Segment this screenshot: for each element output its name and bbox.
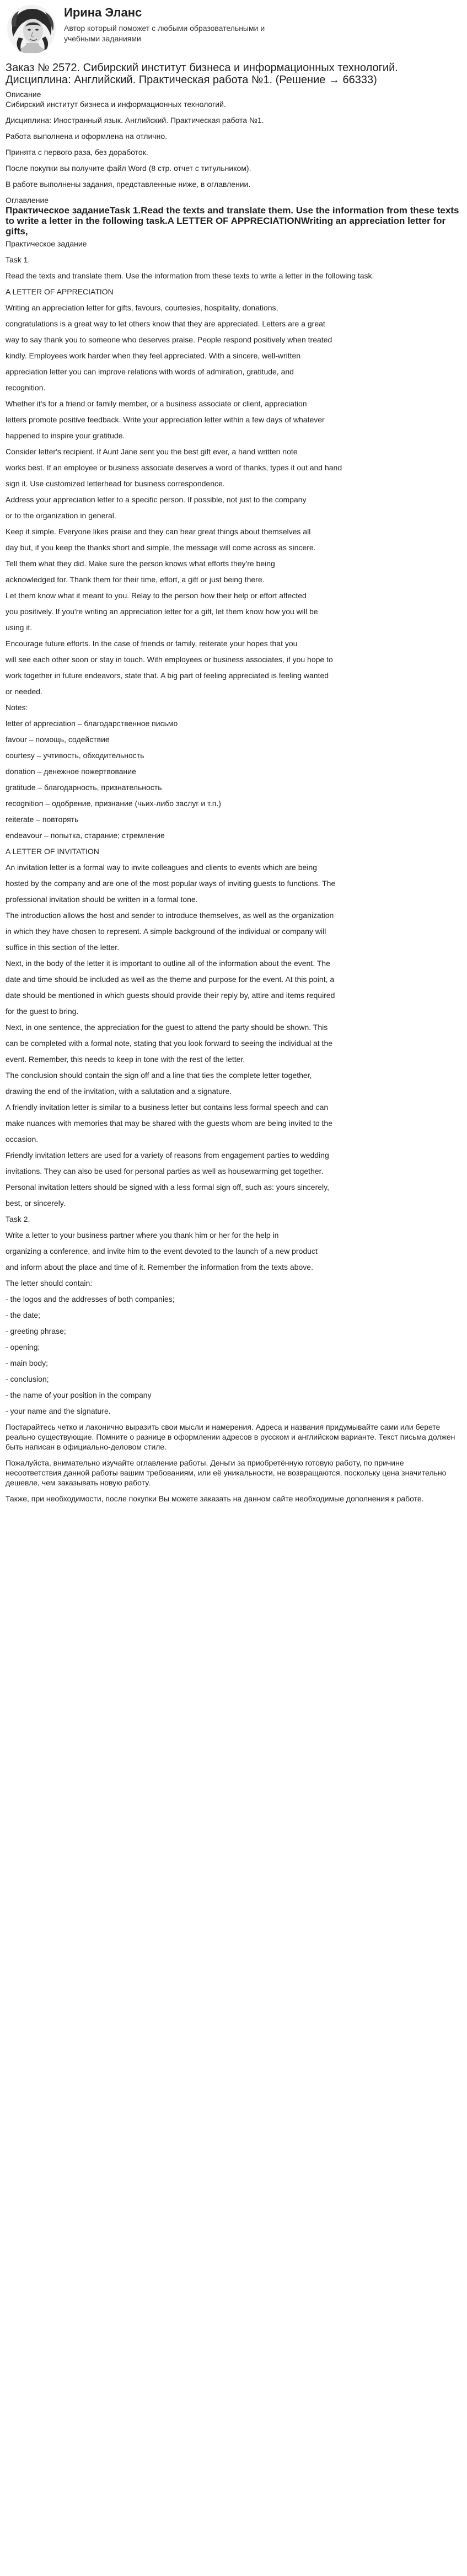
description-heading: Описание bbox=[6, 90, 41, 99]
content-line: donation – денежное пожертвование bbox=[6, 767, 136, 776]
content-line: date should be mentioned in which guests should provide their reply by, attire and items required bbox=[6, 991, 335, 1000]
author-info bbox=[64, 4, 273, 44]
content-line: - conclusion; bbox=[6, 1375, 49, 1383]
author-avatar[interactable] bbox=[7, 4, 56, 54]
content-line: favour – помощь, содействие bbox=[6, 735, 110, 744]
content-line: occasion. bbox=[6, 1135, 39, 1144]
content-line: letter of appreciation – благодарственное письмо bbox=[6, 719, 178, 728]
content-line: An invitation letter is a formal way to invite colleagues and clients to events which are being bbox=[6, 863, 317, 872]
content-line: Writing an appreciation letter for gifts, favours, courtesies, hospitality, donations, bbox=[6, 303, 278, 312]
content-line: The introduction allows the host and sender to introduce themselves, as well as the organization bbox=[6, 911, 334, 920]
content-line: invitations. They can also be used for personal parties as well as housewarming get together. bbox=[6, 1167, 324, 1176]
content-line: using it. bbox=[6, 623, 33, 632]
content-line: gratitude – благодарность, признательность bbox=[6, 783, 162, 792]
content-line: Address your appreciation letter to a specific person. If possible, not just to the company bbox=[6, 495, 307, 504]
content-line: Friendly invitation letters are used for a variety of reasons from engagement parties to wedding bbox=[6, 1151, 329, 1160]
content-line: day but, if you keep the thanks short and simple, the message will come across as sincere. bbox=[6, 543, 316, 552]
content-line: hosted by the company and are one of the most popular ways of inviting guests to functions. The bbox=[6, 879, 336, 888]
content-line: Task 1. bbox=[6, 255, 30, 264]
avatar-drawing bbox=[7, 4, 56, 54]
content-line: letters promote positive feedback. Write your appreciation letter within a few days of whatever bbox=[6, 415, 325, 424]
content-line: The conclusion should contain the sign off and a line that ties the complete letter together, bbox=[6, 1071, 312, 1080]
content-line: Task 2. bbox=[6, 1215, 30, 1223]
footer-notes bbox=[6, 1422, 461, 1504]
description-section bbox=[6, 99, 461, 189]
content-line: congratulations is a great way to let others know that they are appreciated. Letters are a great bbox=[6, 319, 325, 328]
description-line: Сибирский институт бизнеса и информационных технологий. bbox=[6, 100, 226, 109]
content-line: Write a letter to your business partner where you thank him or her for the help in bbox=[6, 1231, 279, 1239]
author-card bbox=[6, 4, 461, 54]
content-line: Next, in the body of the letter it is important to outline all of the information about the event. The bbox=[6, 959, 330, 968]
content-line: acknowledged for. Thank them for their time, effort, a gift or just being there. bbox=[6, 575, 265, 584]
footer-line: Пожалуйста, внимательно изучайте оглавление работы. Деньги за приобретённую готовую работу, по причине несоответствия данной работы вашим требованиям, или её уникальности, не возвращаются, поскольку цена значительно дешевле, чем заказывать новую работу. bbox=[6, 1458, 447, 1487]
work-content bbox=[6, 239, 461, 1416]
content-line: way to say thank you to someone who deserves praise. People respond positively when treated bbox=[6, 335, 332, 344]
content-line: - greeting phrase; bbox=[6, 1327, 66, 1335]
description-line: Дисциплина: Иностранный язык. Английский. Практическая работа №1. bbox=[6, 116, 264, 125]
content-line: best, or sincerely. bbox=[6, 1199, 66, 1208]
content-line: - opening; bbox=[6, 1343, 40, 1351]
content-line: works best. If an employee or business associate deserves a word of thanks, types it out and hand bbox=[6, 463, 342, 472]
content-line: or to the organization in general. bbox=[6, 511, 116, 520]
description-line: После покупки вы получите файл Word (8 стр. отчет с титульником). bbox=[6, 164, 251, 173]
content-line: make nuances with memories that may be shared with the guests whom are being invited to the bbox=[6, 1119, 332, 1128]
order-title: Заказ № 2572. Сибирский институт бизнеса и информационных технологий. Дисциплина: Английский. Практическая работа №1. (Решение → 66333) bbox=[6, 62, 398, 86]
content-line: Практическое задание bbox=[6, 239, 87, 248]
content-line: Consider letter's recipient. If Aunt Jane sent you the best gift ever, a hand written note bbox=[6, 447, 298, 456]
content-line: kindly. Employees work harder when they feel appreciated. With a sincere, well-written bbox=[6, 351, 301, 360]
description-line: Работа выполнена и оформлена на отлично. bbox=[6, 132, 167, 141]
content-line: in which they have chosen to represent. A simple background of the individual or company will bbox=[6, 927, 326, 936]
description-line: Принята с первого раза, без доработок. bbox=[6, 148, 148, 157]
content-line: - the name of your position in the company bbox=[6, 1391, 152, 1399]
content-line: reiterate – повторять bbox=[6, 815, 79, 824]
content-line: Personal invitation letters should be signed with a less formal sign off, such as: yours sincerely, bbox=[6, 1183, 329, 1192]
toc-heading: Оглавление bbox=[6, 196, 49, 205]
content-line: - the logos and the addresses of both companies; bbox=[6, 1295, 175, 1303]
content-line: organizing a conference, and invite him to the event devoted to the launch of a new product bbox=[6, 1247, 318, 1255]
description-line: В работе выполнены задания, представленные ниже, в оглавлении. bbox=[6, 180, 251, 189]
content-line: Encourage future efforts. In the case of friends or family, reiterate your hopes that you bbox=[6, 639, 298, 648]
content-line: can be completed with a formal note, stating that you look forward to seeing the individual at the bbox=[6, 1039, 333, 1048]
content-line: The letter should contain: bbox=[6, 1279, 93, 1287]
content-line: - your name and the signature. bbox=[6, 1407, 111, 1415]
content-line: Tell them what they did. Make sure the person knows what efforts they're being bbox=[6, 559, 275, 568]
content-line: courtesy – учтивость, обходительность bbox=[6, 751, 144, 760]
content-line: professional invitation should be written in a formal tone. bbox=[6, 895, 198, 904]
content-line: A friendly invitation letter is similar to a business letter but contains less formal speech and can bbox=[6, 1103, 329, 1112]
content-line: suffice in this section of the letter. bbox=[6, 943, 119, 952]
content-line: Keep it simple. Everyone likes praise and they can hear great things about themselves all bbox=[6, 527, 311, 536]
content-line: recognition – одобрение, признание (чьих-либо заслуг и т.п.) bbox=[6, 799, 221, 808]
content-line: happened to inspire your gratitude. bbox=[6, 431, 125, 440]
content-line: or needed. bbox=[6, 687, 42, 696]
content-line: recognition. bbox=[6, 383, 46, 392]
content-line: drawing the end of the invitation, with a salutation and a signature. bbox=[6, 1087, 232, 1096]
content-line: Whether it's for a friend or family member, or a business associate or client, appreciation bbox=[6, 399, 307, 408]
content-line: for the guest to bring. bbox=[6, 1007, 79, 1016]
author-description: Автор который поможет с любыми образовательными и учебными заданиями bbox=[64, 24, 265, 43]
content-line: - the date; bbox=[6, 1311, 41, 1319]
content-line: A LETTER OF APPRECIATION bbox=[6, 287, 114, 296]
content-line: will see each other soon or stay in touch. With employees or business associates, if you hope to bbox=[6, 655, 333, 664]
content-line: you positively. If you're writing an appreciation letter for a gift, let them know how you will be bbox=[6, 607, 318, 616]
content-line: Notes: bbox=[6, 703, 28, 712]
content-line: - main body; bbox=[6, 1359, 49, 1367]
content-line: Next, in one sentence, the appreciation for the guest to attend the party should be shown. This bbox=[6, 1023, 328, 1032]
content-line: date and time should be included as well as the theme and purpose for the event. At this point, a bbox=[6, 975, 335, 984]
content-line: work together in future endeavors, state that. A big part of feeling appreciated is feeling wanted bbox=[6, 671, 329, 680]
content-line: A LETTER OF INVITATION bbox=[6, 847, 99, 856]
content-line: Read the texts and translate them. Use the information from these texts to write a letter in the following task. bbox=[6, 271, 374, 280]
content-line: and inform about the place and time of it. Remember the information from the texts above. bbox=[6, 1263, 313, 1271]
content-line: sign it. Use customized letterhead for business correspondence. bbox=[6, 479, 225, 488]
footer-line: Также, при необходимости, после покупки Вы можете заказать на данном сайте необходимые дополнения к работе. bbox=[6, 1494, 424, 1503]
footer-line: Постарайтесь четко и лаконично выразить свои мысли и намерения. Адреса и названия придумывайте сами или берете реально существующие. Помните о разнице в оформлении адресов в русском и английском варианте. Текст письма должен быть написан в официально-деловом стиле. bbox=[6, 1423, 455, 1451]
content-line: endeavour – попытка, старание; стремление bbox=[6, 831, 165, 840]
content-line: appreciation letter you can improve relations with words of admiration, gratitude, and bbox=[6, 367, 294, 376]
content-line: event. Remember, this needs to keep in tone with the rest of the letter. bbox=[6, 1055, 245, 1064]
content-line: Let them know what it meant to you. Relay to the person how their help or effort affected bbox=[6, 591, 307, 600]
author-name[interactable]: Ирина Эланс bbox=[64, 6, 142, 19]
toc-title: Практическое заданиеTask 1.Read the texts and translate them. Use the information from these texts to write a letter in the following task.A LETTER OF APPRECIATIONWriting an appreciation letter for gifts, bbox=[6, 205, 459, 237]
